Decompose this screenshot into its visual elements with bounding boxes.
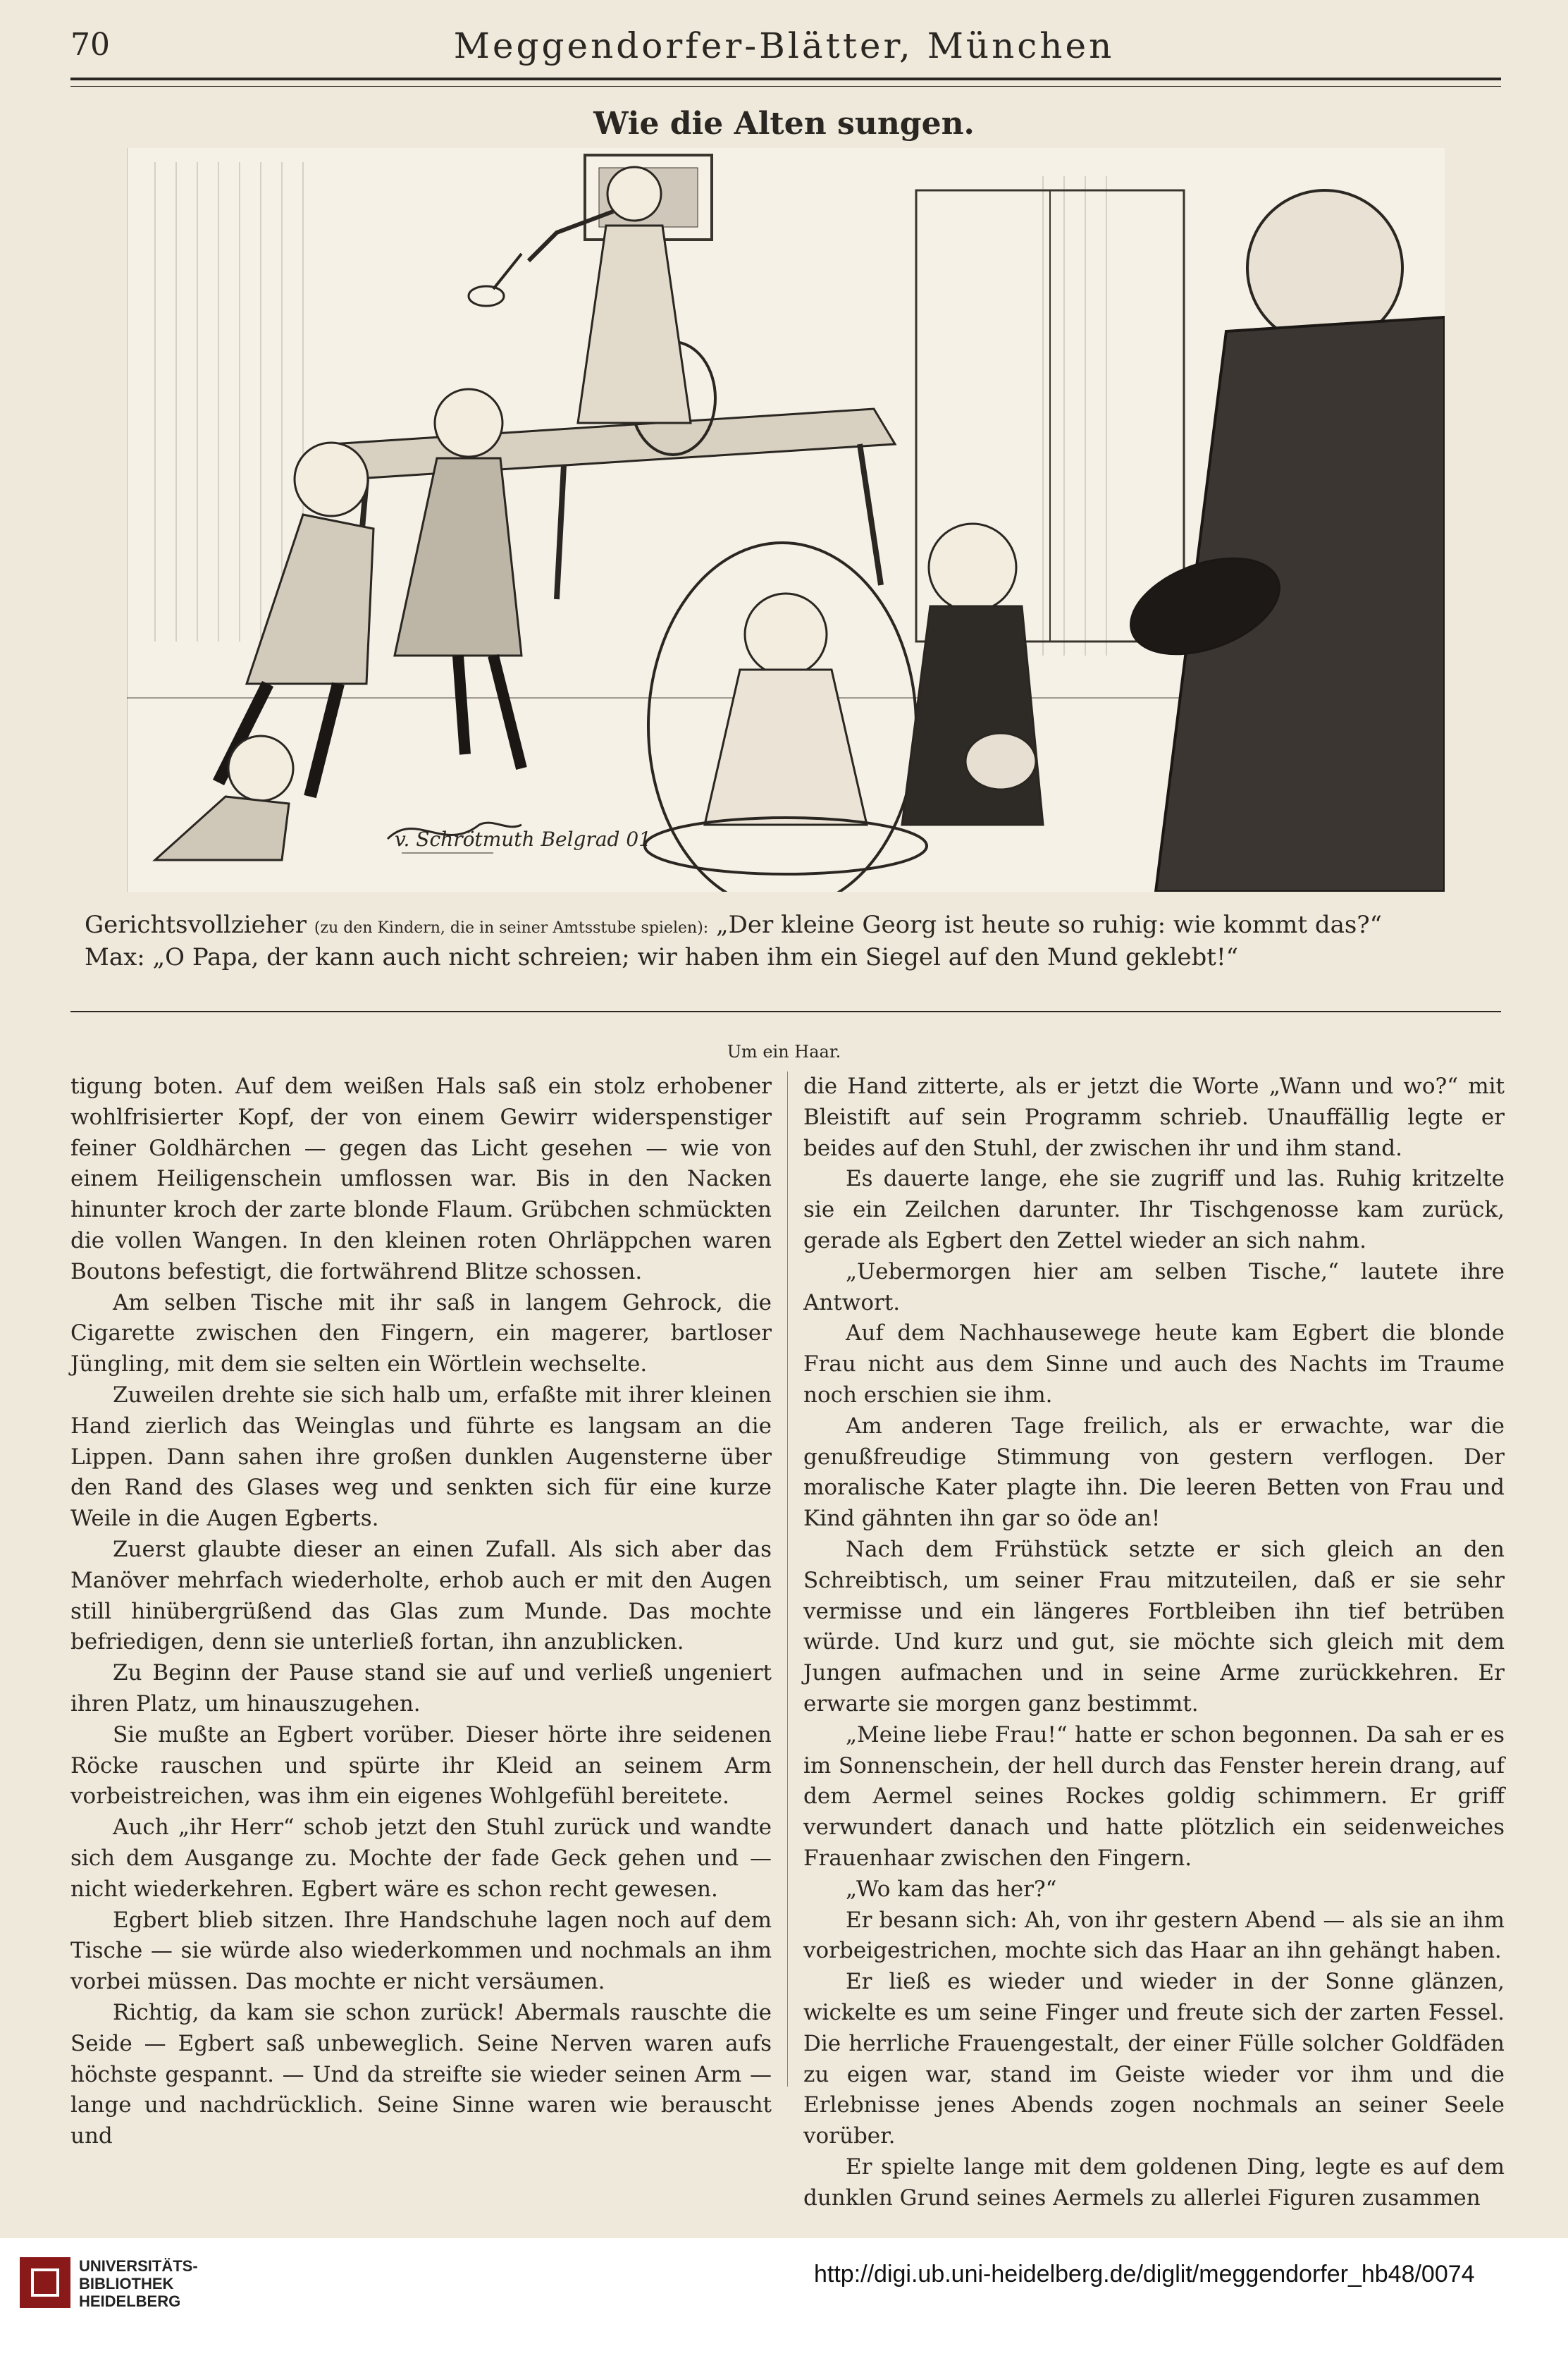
illustration-signature: v. Schrötmuth Belgrad 01 (395, 828, 652, 851)
paragraph: Er ließ es wieder und wieder in der Sonne glänzen, wickelte es um seine Finger und freute sich der zarten Fessel. Die herrliche Frauengestalt, der einer Fülle solcher Goldfäden zu eigen war, stand im Geiste wieder vor ihm und die Erlebnisse jenes Abends zogen nochmals an seiner Seele vorüber. (803, 1969, 1505, 2149)
paragraph: Am selben Tische mit ihr saß in langem Gehrock, die Cigarette zwischen den Fingern, ein magerer, bartloser Jüngling, mit dem sie selten ein Wörtlein wechselte. (70, 1289, 772, 1377)
paragraph: Zu Beginn der Pause stand sie auf und verließ ungeniert ihren Platz, um hinauszugehen. (70, 1660, 772, 1717)
paragraph: Sie mußte an Egbert vorüber. Dieser hörte ihre seidenen Röcke rauschen und spürte ihr Kleid an seinem Arm vorbeistreichen, was ihm ein eigenes Wohlgefühl bereitete. (70, 1721, 772, 1810)
journal-title: Meggendorfer-Blätter, München (453, 25, 1115, 66)
logo-line: UNIVERSITÄTS- (79, 2257, 198, 2275)
column-divider (787, 1071, 788, 2087)
left-column (70, 1071, 772, 2152)
library-logo-icon-inner (31, 2268, 59, 2297)
paragraph: „Wo kam das her?“ (846, 1876, 1057, 1902)
paragraph: Richtig, da kam sie schon zurück! Abermals rauschte die Seide — Egbert saß unbeweglich. Seine Nerven waren aufs höchste gespannt. — Und da streifte sie wieder seinen Arm — lange und nachdrücklich. Seine Sinne waren wie berauscht und (70, 1999, 772, 2149)
section-rule (70, 1011, 1501, 1012)
right-column (803, 1071, 1505, 2213)
illustration-title: Wie die Alten sungen. (593, 106, 975, 142)
story-title: Um ein Haar. (727, 1042, 841, 1062)
caption-quote-1: „Der kleine Georg ist heute so ruhig: wie kommt das?“ (716, 911, 1382, 939)
library-logo-text (79, 2257, 198, 2310)
caption-stage-direction: (zu den Kindern, die in seiner Amtsstube spielen): (314, 919, 709, 937)
caption-speaker-1: Gerichtsvollzieher (85, 911, 307, 939)
paragraph: die Hand zitterte, als er jetzt die Worte „Wann und wo?“ mit Bleistift auf sein Programm schrieb. Unauffällig legte er beides auf den Stuhl, der zwischen ihr und ihm stand. (803, 1074, 1505, 1161)
paragraph: Es dauerte lange, ehe sie zugriff und las. Ruhig kritzelte sie ein Zeilchen darunter. Ihr Tischgenosse kam zurück, gerade als Egbert den Zettel wieder an sich nahm. (803, 1166, 1505, 1253)
paragraph: tigung boten. Auf dem weißen Hals saß ein stolz erhobener wohlfrisierter Kopf, der von einem Gewirr widerspenstiger feiner Goldhärchen — gegen das Licht gesehen — wie von einem Heiligenschein umflossen war. Bis in den Nacken hinunter kroch der zarte blonde Flaum. Grübchen schmückten die vollen Wangen. In den kleinen roten Ohrläppchen waren Boutons befestigt, die fortwährend Blitze schossen. (70, 1074, 772, 1284)
paragraph: Er spielte lange mit dem goldenen Ding, legte es auf dem dunklen Grund seines Aermels zu allerlei Figuren zusammen (803, 2154, 1505, 2211)
caption-speaker-2: Max: (85, 943, 145, 971)
source-url-link[interactable]: http://digi.ub.uni-heidelberg.de/diglit/meggendorfer_hb48/0074 (814, 2261, 1475, 2288)
caption-line-1 (85, 911, 1382, 939)
paragraph: Zuerst glaubte dieser an einen Zufall. Als sich aber das Manöver mehrfach wiederholte, erhob auch er mit den Augen still hinübergrüßend das Glas zum Munde. Das mochte befriedigen, denn sie unterließ fortan, ihn anzublicken. (70, 1536, 772, 1655)
caption-line-2 (85, 943, 1238, 971)
paragraph: Er besann sich: Ah, von ihr gestern Abend — als sie an ihm vorbeigestrichen, mochte sich das Haar an ihn gehängt haben. (803, 1907, 1505, 1964)
header-rule (70, 78, 1501, 80)
footer-bar (0, 2238, 1568, 2358)
paragraph: Egbert blieb sitzen. Ihre Handschuhe lagen noch auf dem Tische — sie würde also wiederkommen und nochmals an ihm vorbei müssen. Das mochte er nicht versäumen. (70, 1907, 772, 1995)
logo-line: HEIDELBERG (79, 2292, 181, 2310)
paragraph: Auch „ihr Herr“ schob jetzt den Stuhl zurück und wandte sich dem Ausgange zu. Mochte der fade Geck gehen und — nicht wiederkehren. Egbert wäre es schon recht gewesen. (70, 1814, 772, 1902)
logo-line: BIBLIOTHEK (79, 2275, 174, 2292)
caption-quote-2: „O Papa, der kann auch nicht schreien; wir haben ihm ein Siegel auf den Mund geklebt!“ (152, 943, 1238, 971)
illustration-engraving (127, 148, 1445, 892)
paragraph: „Uebermorgen hier am selben Tische,“ lautete ihre Antwort. (803, 1258, 1505, 1315)
page-number: 70 (70, 27, 110, 63)
header-rule-thin (70, 86, 1501, 87)
paragraph: Auf dem Nachhausewege heute kam Egbert die blonde Frau nicht aus dem Sinne und auch des Nachts im Traume noch erschien sie ihm. (803, 1320, 1505, 1408)
paragraph: Nach dem Frühstück setzte er sich gleich an den Schreibtisch, um seiner Frau mitzuteilen, daß er sie sehr vermisse und ein längeres Fortbleiben ihn tief betrüben würde. Und kurz und gut, sie möchte sich gleich mit dem Jungen aufmachen und in seine Arme zurückkehren. Er erwarte sie morgen ganz bestimmt. (803, 1536, 1505, 1717)
paragraph: Zuweilen drehte sie sich halb um, erfaßte mit ihrer kleinen Hand zierlich das Weinglas und führte es langsam an die Lippen. Dann sahen ihre großen dunklen Augensterne über den Rand des Glases weg und senkten sich für eine kurze Weile in die Augen Egberts. (70, 1382, 772, 1532)
paragraph: „Meine liebe Frau!“ hatte er schon begonnen. Da sah er es im Sonnenschein, der hell durch das Fenster herein drang, auf dem Aermel seines Rockes goldig schimmern. Er griff verwundert danach und hatte plötzlich ein seidenweiches Frauenhaar zwischen den Fingern. (803, 1721, 1505, 1871)
paragraph: Am anderen Tage freilich, als er erwachte, war die genußfreudige Stimmung von gestern verflogen. Der moralische Kater plagte ihn. Die leeren Betten von Frau und Kind gähnten ihn gar so öde an! (803, 1413, 1505, 1532)
